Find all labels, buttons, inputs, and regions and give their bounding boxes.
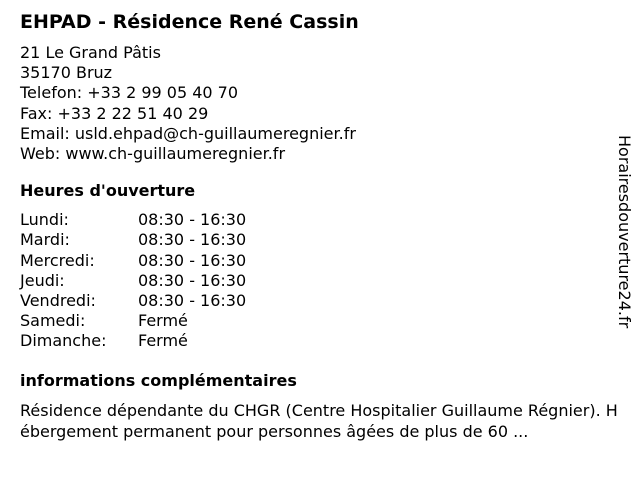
hours-time: Fermé [138, 331, 188, 351]
city-line: 35170 Bruz [20, 63, 113, 83]
hours-row [20, 291, 624, 311]
listing-card [20, 10, 624, 442]
info-description: Résidence dépendante du CHGR (Centre Hospitalier Guillaume Régnier). Hébergement permanent pour personnes âgées de plus de 60 ... [20, 400, 618, 441]
hours-row [20, 331, 624, 351]
phone-line: Telefon: +33 2 99 05 40 70 [20, 83, 239, 103]
hours-day: Jeudi: [20, 270, 65, 290]
hours-table [20, 210, 624, 351]
email-line: Email: usld.ehpad@ch-guillaumeregnier.fr [20, 123, 356, 143]
hours-time: 08:30 - 16:30 [138, 290, 247, 310]
info-heading: informations complémentaires [20, 370, 297, 390]
brand-watermark: Horairesdouverture24.fr [615, 135, 634, 329]
address-block [20, 43, 624, 164]
hours-day: Mercredi: [20, 250, 95, 270]
hours-day: Vendredi: [20, 290, 96, 310]
hours-day: Lundi: [20, 210, 69, 230]
hours-time: 08:30 - 16:30 [138, 250, 247, 270]
hours-row [20, 210, 624, 230]
hours-row [20, 251, 624, 271]
hours-time: Fermé [138, 311, 188, 331]
hours-day: Samedi: [20, 311, 86, 331]
hours-row [20, 271, 624, 291]
hours-heading: Heures d'ouverture [20, 181, 196, 201]
fax-line: Fax: +33 2 22 51 40 29 [20, 103, 209, 123]
street-line: 21 Le Grand Pâtis [20, 43, 161, 62]
web-line: Web: www.ch-guillaumeregnier.fr [20, 144, 286, 164]
hours-time: 08:30 - 16:30 [138, 210, 247, 230]
page-title: EHPAD - Résidence René Cassin [20, 11, 359, 33]
hours-row [20, 230, 624, 250]
hours-time: 08:30 - 16:30 [138, 230, 247, 250]
hours-day: Dimanche: [20, 331, 107, 351]
hours-day: Mardi: [20, 230, 70, 250]
hours-row [20, 311, 624, 331]
hours-time: 08:30 - 16:30 [138, 270, 247, 290]
